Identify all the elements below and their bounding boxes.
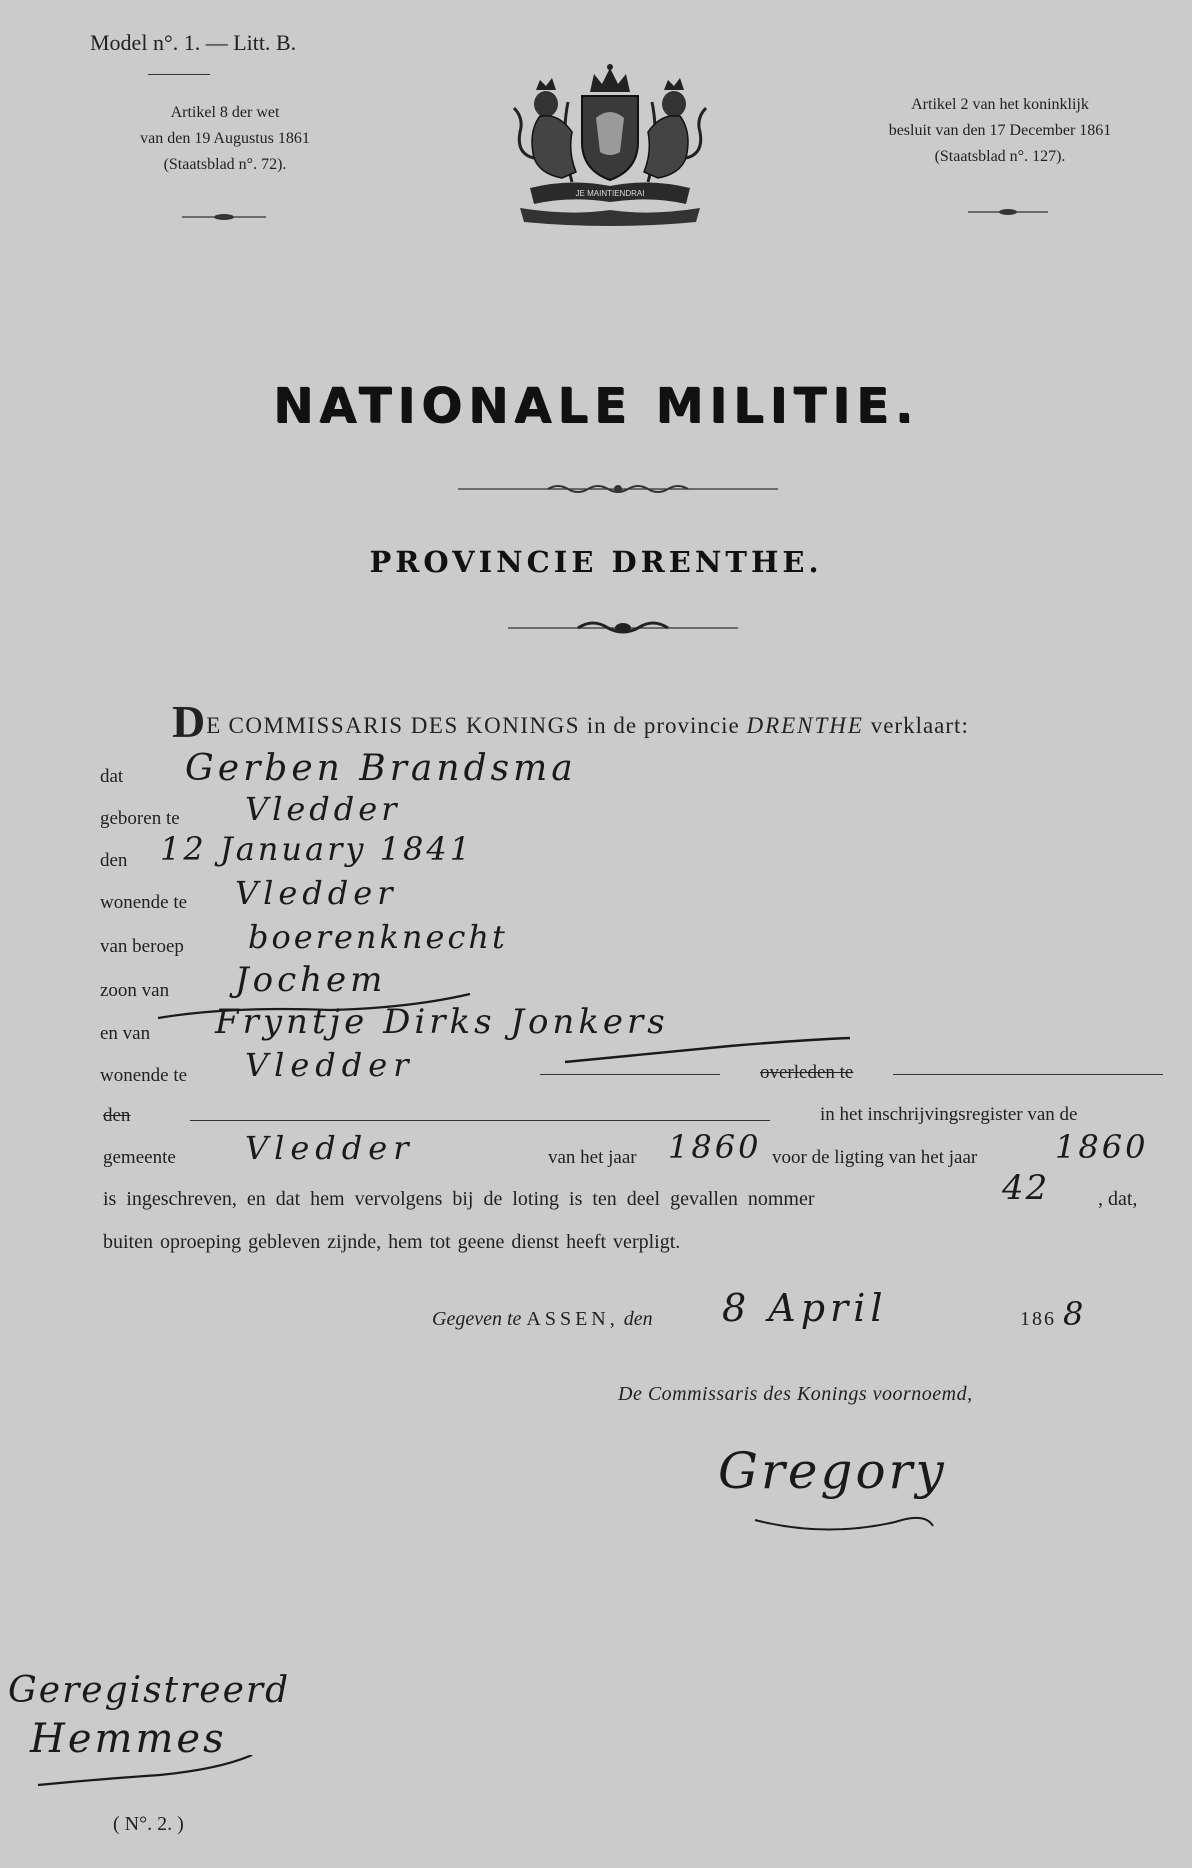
value-birthdate: 12 January 1841 xyxy=(160,830,474,868)
value-name: Gerben Brandsma xyxy=(185,748,577,789)
given-den: den xyxy=(623,1308,653,1330)
signature-gregory: Gregory xyxy=(718,1442,947,1500)
value-birthplace: Vledder xyxy=(245,790,401,828)
blank-line xyxy=(540,1074,720,1075)
value-ligting-year: 1860 xyxy=(1055,1128,1149,1166)
given-prefix: Gegeven te xyxy=(432,1308,522,1330)
label-zoon: zoon van xyxy=(100,980,170,1001)
province-subtitle: PROVINCIE DRENTHE. xyxy=(369,545,823,579)
margin-flourish xyxy=(30,1755,260,1795)
label-gemeente: gemeente xyxy=(103,1147,176,1168)
blank-line xyxy=(893,1074,1163,1075)
province-name: DRENTHE xyxy=(746,713,864,738)
ornament-rule-left xyxy=(182,212,266,222)
value-mother: Fryntje Dirks Jonkers xyxy=(215,1002,669,1042)
document-title: NATIONALE MILITIE. xyxy=(272,378,920,434)
article-right-line: besluit van den 17 December 1861 xyxy=(888,122,1112,139)
value-year-digit: 8 xyxy=(1063,1295,1086,1333)
motto-text: JE MAINTIENDRAI xyxy=(575,189,645,198)
article-left-line: (Staatsblad n°. 72). xyxy=(163,156,287,173)
label-en-van: en van xyxy=(100,1023,151,1044)
article-right-line: Artikel 2 van het koninklijk xyxy=(911,96,1089,113)
commissaris-closing: De Commissaris des Konings voornoemd, xyxy=(618,1383,973,1405)
subtitle-ornament-rule xyxy=(508,620,738,636)
article-right-line: (Staatsblad n°. 127). xyxy=(934,148,1066,165)
given-line xyxy=(432,1308,653,1331)
value-occupation: boerenknecht xyxy=(248,918,508,956)
body-line-1: is ingeschreven, en dat hem vervolgens bij de loting is ten deel gevallen nommer xyxy=(103,1188,815,1210)
van-het-jaar-text: van het jaar xyxy=(548,1147,637,1168)
header-rule xyxy=(148,74,210,75)
signature-flourish xyxy=(745,1500,945,1540)
blank-line xyxy=(190,1120,770,1121)
value-municipality: Vledder xyxy=(245,1129,415,1167)
value-residence-2: Vledder xyxy=(245,1046,415,1084)
margin-note-name: Hemmes xyxy=(30,1716,227,1762)
value-register-year: 1860 xyxy=(668,1128,762,1166)
article-right xyxy=(860,92,1140,170)
model-number: Model n°. 1. — Litt. B. xyxy=(90,30,297,55)
title-ornament-rule xyxy=(458,482,778,496)
label-wonende: wonende te xyxy=(100,892,188,913)
body-line-1-end: , dat, xyxy=(1098,1188,1138,1210)
year-prefix: 186 xyxy=(1020,1308,1056,1330)
margin-note-registered: Geregistreerd xyxy=(8,1670,291,1711)
label-geboren: geboren te xyxy=(100,808,180,829)
label-den: den xyxy=(100,850,128,871)
article-left xyxy=(100,100,350,178)
label-wonende-2: wonende te xyxy=(100,1065,188,1086)
ligting-text: voor de ligting van het jaar xyxy=(772,1147,978,1168)
flourish-stroke xyxy=(150,988,480,1028)
label-den-struck: den xyxy=(103,1105,131,1126)
commissaris-title: COMMISSARIS DES KONINGS xyxy=(228,713,580,738)
register-text: in het inschrijvingsregister van de xyxy=(820,1104,1078,1125)
article-left-line: Artikel 8 der wet xyxy=(170,104,280,121)
article-left-line: van den 19 Augustus 1861 xyxy=(140,130,310,147)
declaration-end: verklaart: xyxy=(870,713,969,738)
struck-overleden: overleden te xyxy=(760,1062,854,1083)
label-dat: dat xyxy=(100,766,124,787)
drop-cap: D xyxy=(172,696,207,747)
label-beroep: van beroep xyxy=(100,936,184,957)
value-lot-number: 42 xyxy=(1002,1168,1050,1208)
page-number: ( N°. 2. ) xyxy=(113,1813,184,1835)
coat-of-arms-icon xyxy=(510,62,710,227)
body-line-2: buiten oproeping gebleven zijnde, hem tot geene dienst heeft verpligt. xyxy=(103,1231,681,1253)
declaration-mid: in de provincie xyxy=(586,713,740,738)
value-residence: Vledder xyxy=(235,874,398,912)
given-place: ASSEN, xyxy=(526,1308,619,1330)
value-father: Jochem xyxy=(235,960,387,1000)
declaration-line xyxy=(172,695,969,748)
value-given-date: 8 April xyxy=(722,1286,888,1330)
drop-cap-rest: E xyxy=(206,713,222,738)
ornament-rule-right xyxy=(968,207,1048,217)
